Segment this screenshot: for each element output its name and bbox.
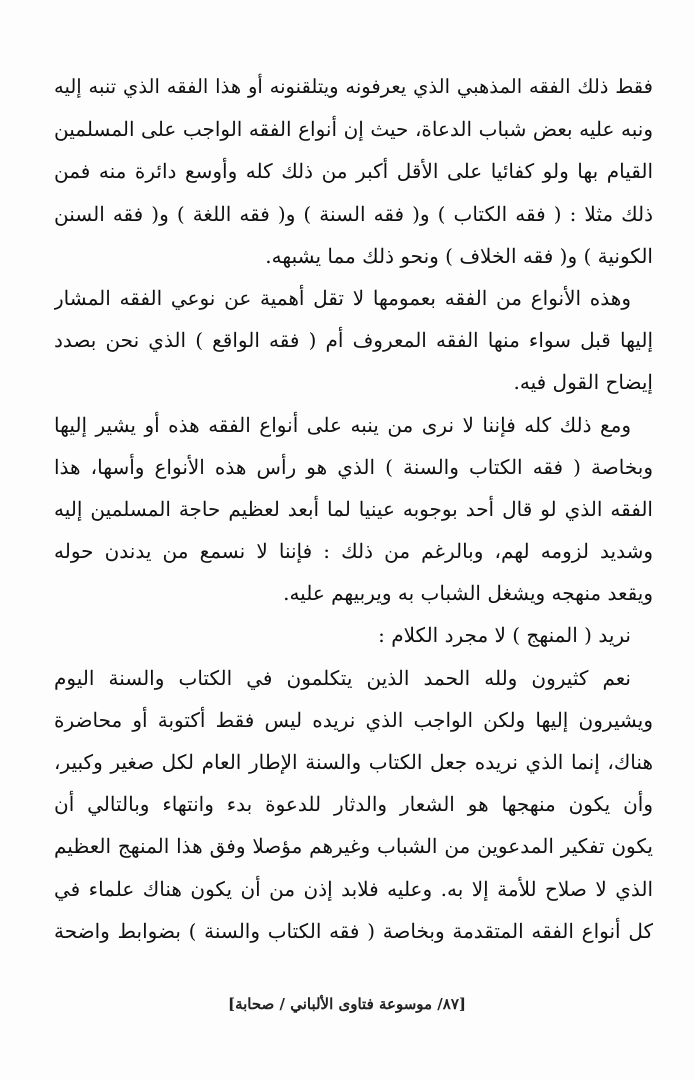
text-line: القيام بها ولو كفائيا على الأقل أكبر من ذلك كله وأوسع دائرة منه فمن <box>54 159 653 184</box>
text-line: ذلك مثلا : ( فقه الكتاب ) و( فقه السنة ) و( فقه اللغة ) و( فقه السنن <box>54 201 653 226</box>
text-line: هناك، إنما الذي نريده جعل الكتاب والسنة الإطار العام لكل صغير وكبير، <box>54 750 653 774</box>
text-line: وبخاصة ( فقه الكتاب والسنة ) الذي هو رأس هذه الأنواع وأسها، هذا <box>54 454 653 479</box>
text-line: الذي لا صلاح للأمة إلا به. وعليه فلابد إذن من أن يكون هناك علماء في <box>54 876 653 901</box>
text-line: الكونية ) و( فقه الخلاف ) ونحو ذلك مما يشبهه. <box>265 243 653 268</box>
text-line: ومع ذلك كله فإننا لا نرى من ينبه على أنواع الفقه هذه أو يشير إليها <box>54 412 631 437</box>
text-line: ونبه عليه بعض شباب الدعاة، حيث إن أنواع الفقه الواجب على المسلمين <box>54 117 653 142</box>
text-line: نعم كثيرون ولله الحمد الذين يتكلمون في الكتاب والسنة اليوم <box>54 665 631 690</box>
text-line: إيضاح القول فيه. <box>513 370 653 395</box>
text-line: وهذه الأنواع من الفقه بعمومها لا تقل أهمية عن نوعي الفقه المشار <box>54 285 631 310</box>
page-footer: [٨٧/ موسوعة فتاوى الألباني / صحابة] <box>227 995 467 1013</box>
text-line: نريد ( المنهج ) لا مجرد الكلام : <box>378 623 631 648</box>
text-line: ويشيرون إليها ولكن الواجب الذي نريده ليس فقط أكتوبة أو محاضرة <box>54 707 653 732</box>
text-line: فقط ذلك الفقه المذهبي الذي يعرفونه ويتلقنونه أو هذا الفقه الذي تنبه إليه <box>54 75 653 98</box>
text-line: كل أنواع الفقه المتقدمة وبخاصة ( فقه الكتاب والسنة ) بضوابط واضحة <box>54 918 653 943</box>
text-line: وشديد لزومه لهم، وبالرغم من ذلك : فإننا لا نسمع من يدندن حوله <box>54 539 653 564</box>
text-line: يكون تفكير المدعوين من الشباب وغيرهم مؤصلا وفق هذا المنهج العظيم <box>54 834 653 859</box>
text-line: ويقعد منهجه ويشغل الشباب به ويربيهم عليه. <box>283 581 653 606</box>
body-text <box>54 66 653 952</box>
text-line: إليها قبل سواء منها الفقه المعروف أم ( فقه الواقع ) الذي نحن بصدد <box>54 328 653 353</box>
text-line: الفقه الذي لو قال أحد بوجوبه عينيا لما أبعد لعظيم حاجة المسلمين إليه <box>54 496 653 521</box>
text-line: وأن يكون منهجها هو الشعار والدثار للدعوة بدء وانتهاء وبالتالي أن <box>54 792 653 817</box>
